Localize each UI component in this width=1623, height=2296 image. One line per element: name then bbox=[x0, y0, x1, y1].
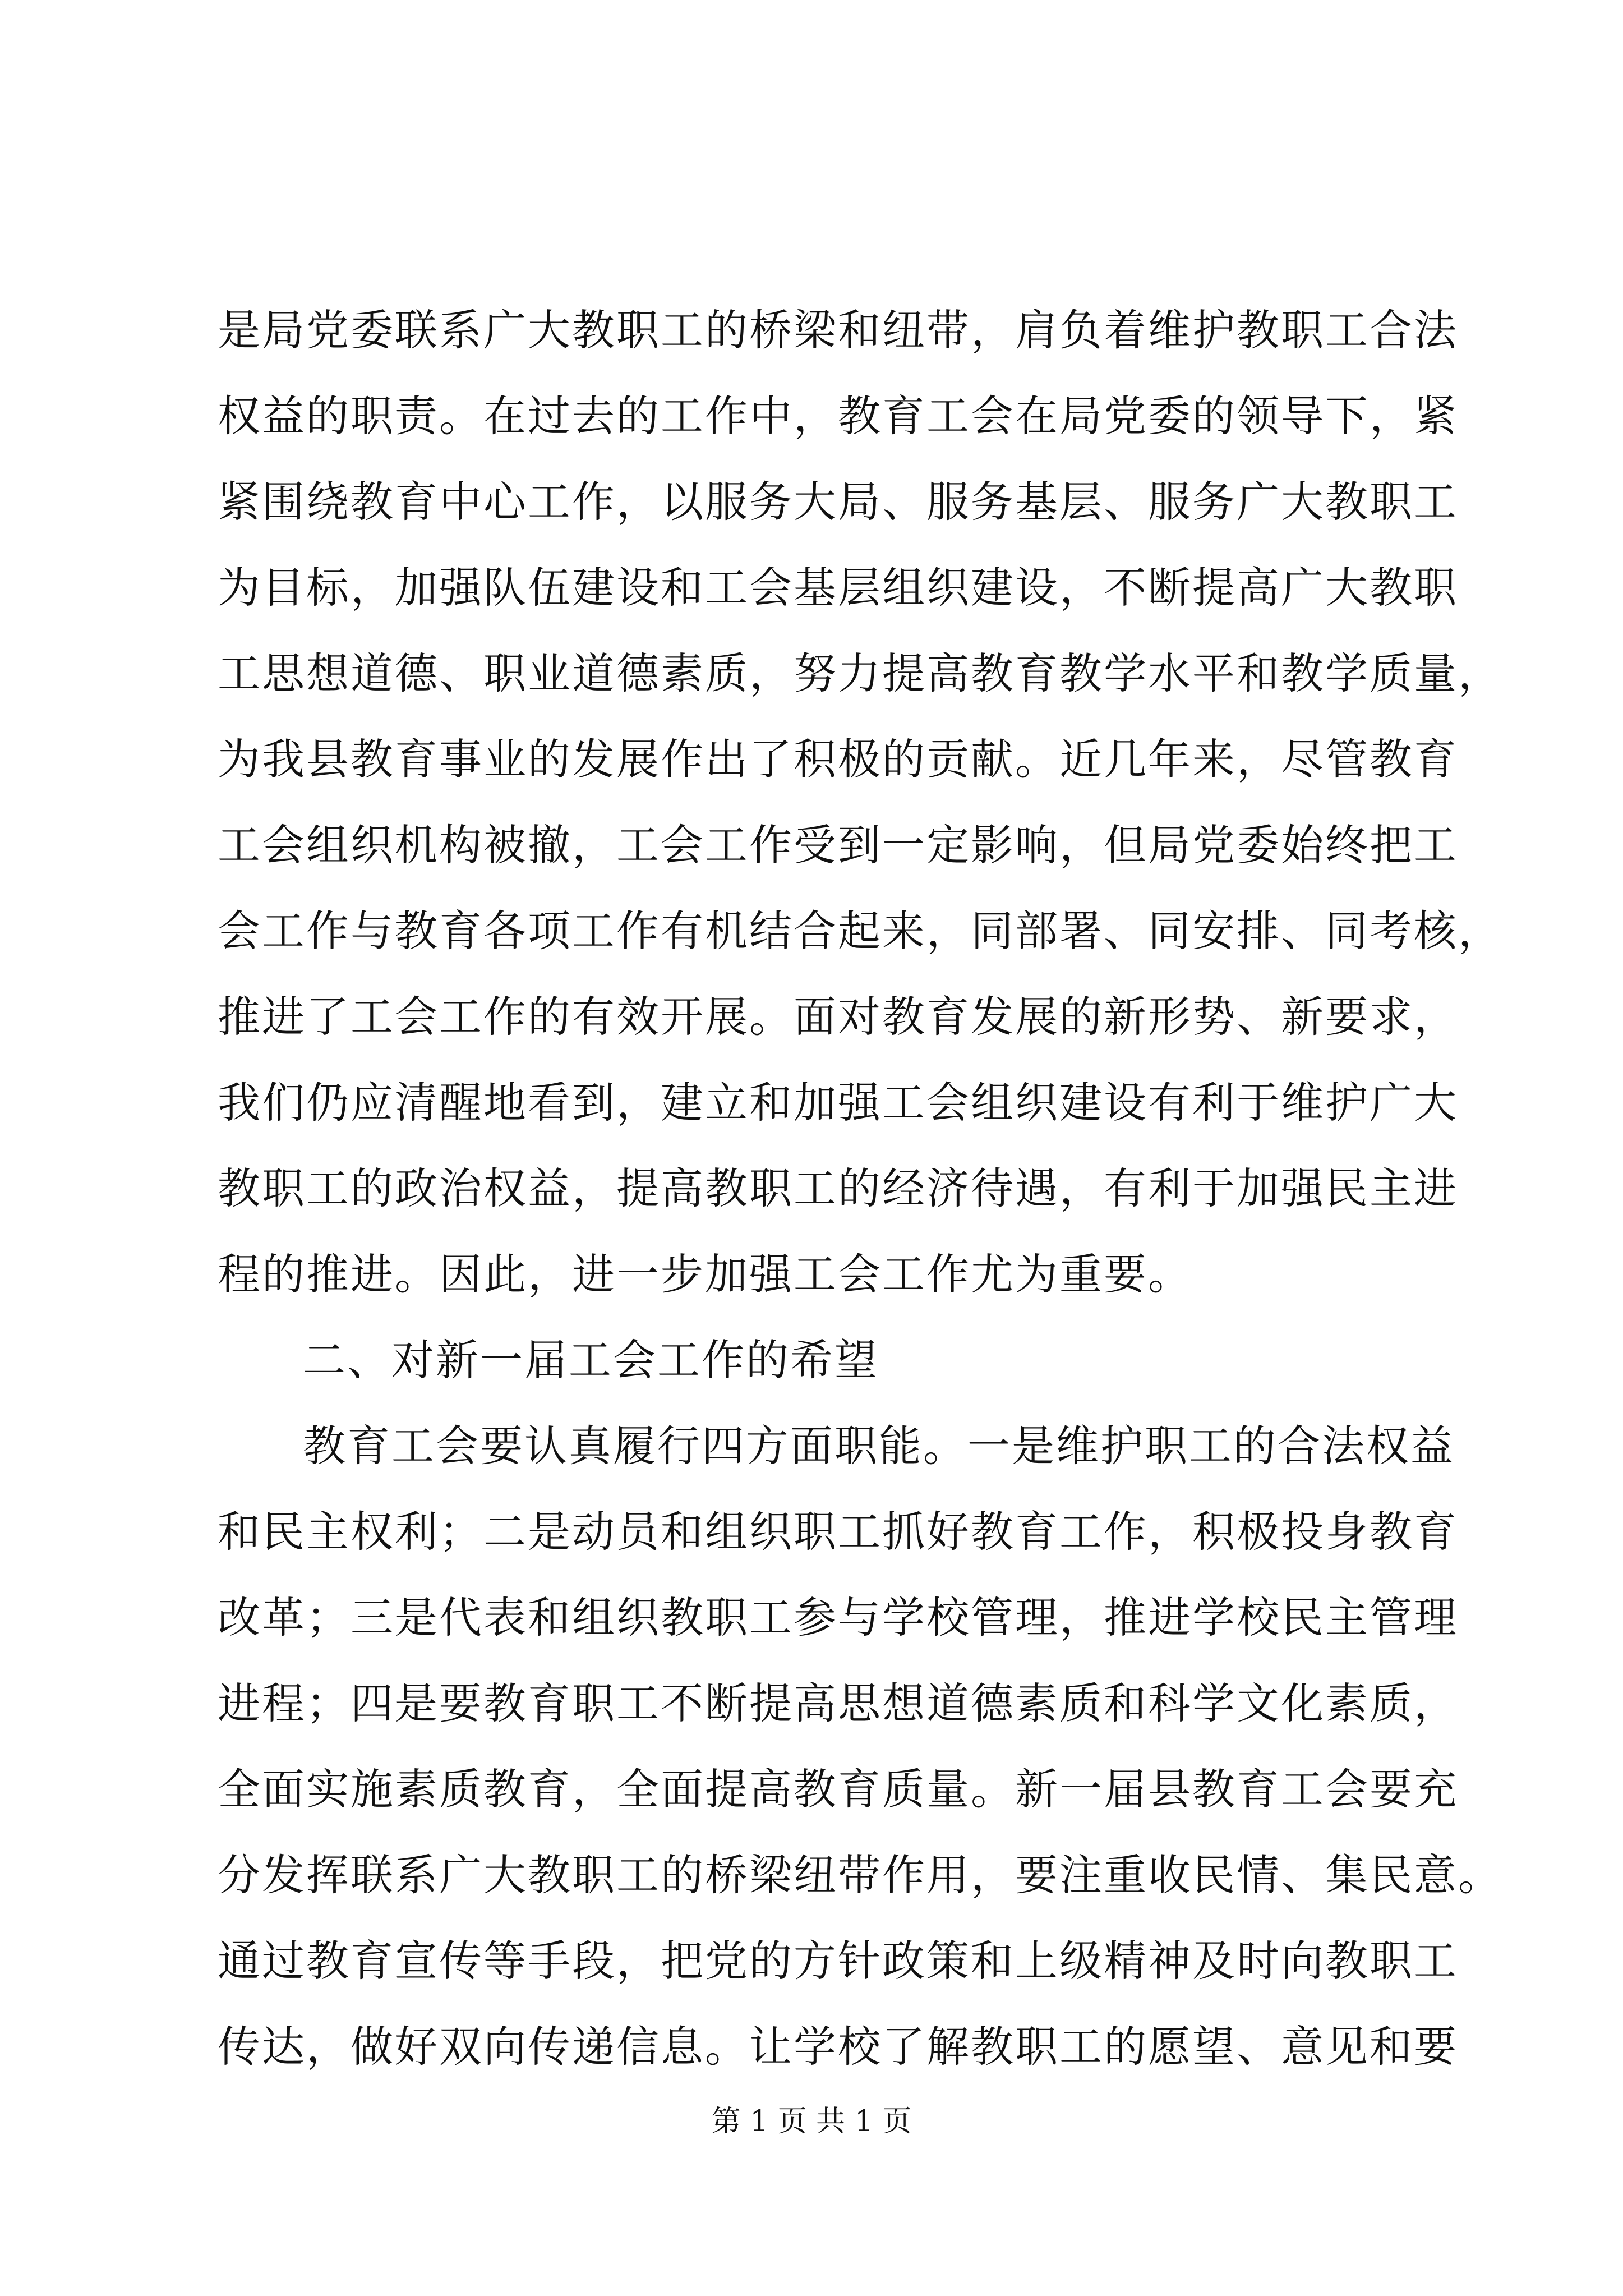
text-line: 程的推进。因此，进一步加强工会工作尤为重要。 bbox=[218, 1249, 1192, 1299]
text-line: 会工作与教育各项工作有机结合起来，同部署、同安排、同考核， bbox=[218, 906, 1502, 956]
text-line: 工会组织机构被撤，工会工作受到一定影响，但局党委始终把工 bbox=[218, 820, 1458, 870]
section-heading: 二、对新一届工会工作的希望 bbox=[303, 1335, 879, 1385]
body-text bbox=[218, 287, 1502, 2090]
text-line: 传达，做好双向传递信息。让学校了解教职工的愿望、意见和要 bbox=[218, 2022, 1458, 2072]
text-line: 教育工会要认真履行四方面职能。一是维护职工的合法权益 bbox=[303, 1421, 1455, 1471]
text-line: 推进了工会工作的有效开展。面对教育发展的新形势、新要求， bbox=[218, 992, 1458, 1042]
text-line: 是局党委联系广大教职工的桥梁和纽带，肩负着维护教职工合法 bbox=[218, 305, 1458, 355]
text-line: 和民主权利；二是动员和组织职工抓好教育工作，积极投身教育 bbox=[218, 1507, 1458, 1557]
page-footer: 第 1 页 共 1 页 bbox=[711, 2105, 912, 2138]
text-line: 我们仍应清醒地看到，建立和加强工会组织建设有利于维护广大 bbox=[218, 1078, 1458, 1128]
text-line: 权益的职责。在过去的工作中，教育工会在局党委的领导下，紧 bbox=[218, 391, 1458, 441]
text-line: 为目标，加强队伍建设和工会基层组织建设，不断提高广大教职 bbox=[218, 563, 1458, 613]
text-line: 全面实施素质教育，全面提高教育质量。新一届县教育工会要充 bbox=[218, 1764, 1458, 1814]
text-line: 紧围绕教育中心工作，以服务大局、服务基层、服务广大教职工 bbox=[218, 477, 1458, 527]
text-line: 进程；四是要教育职工不断提高思想道德素质和科学文化素质， bbox=[218, 1678, 1458, 1728]
text-line: 工思想道德、职业道德素质，努力提高教育教学水平和教学质量， bbox=[218, 648, 1502, 698]
text-line: 教职工的政治权益，提高教职工的经济待遇，有利于加强民主进 bbox=[218, 1163, 1458, 1213]
text-line: 为我县教育事业的发展作出了积极的贡献。近几年来，尽管教育 bbox=[218, 734, 1458, 784]
text-line: 改革；三是代表和组织教职工参与学校管理，推进学校民主管理 bbox=[218, 1593, 1458, 1642]
text-line: 分发挥联系广大教职工的桥梁纽带作用，要注重收民情、集民意。 bbox=[218, 1850, 1502, 1900]
text-line: 通过教育宣传等手段，把党的方针政策和上级精神及时向教职工 bbox=[218, 1936, 1458, 1986]
